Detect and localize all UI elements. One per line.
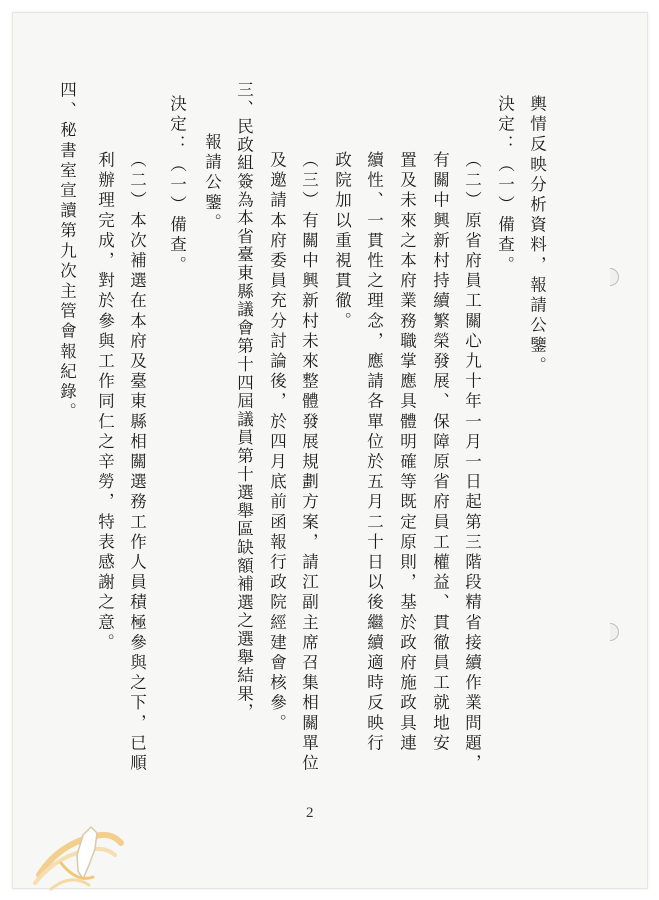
text-column-15: 四、秘書室宣讀第九次主管會報紀錄。 [57, 81, 77, 423]
text-column-2: 決定：（一）備查。 [495, 95, 515, 276]
text-column-8: （三）有關中興新村未來整體發展規劃方案，請江副主席召集相關單位 [299, 151, 319, 775]
text-column-12: 決定：（一）備查。 [167, 95, 187, 276]
taiwan-map-logo-icon [31, 813, 131, 893]
text-column-11: 報請公鑒。 [202, 133, 222, 234]
document-page [12, 12, 648, 889]
text-column-7: 政院加以重視貫徹。 [332, 151, 352, 332]
page-number: 2 [306, 805, 314, 821]
binder-hole-top [610, 268, 619, 286]
text-column-4: 有關中興新村持續繁榮發展、保障原省府員工權益、貫徹員工就地安 [430, 151, 450, 754]
text-column-13: （二）本次補選在本府及臺東縣相關選務工作人員積極參與之下，已順 [127, 151, 147, 775]
text-column-14: 利辦理完成，對於參與工作同仁之辛勞，特表感謝之意。 [95, 151, 115, 654]
text-column-9: 及邀請本府委員充分討論後，於四月底前函報行政院經建會核參。 [267, 151, 287, 734]
text-column-1: 輿情反映分析資料，報請公鑒。 [527, 95, 547, 377]
text-column-6: 續性、一貫性之理念，應請各單位於五月二十日以後繼續適時反映行 [364, 151, 384, 754]
binder-hole-bottom [610, 623, 619, 641]
text-column-5: 置及未來之本府業務職掌應具體明確等既定原則，基於政府施政具連 [397, 151, 417, 754]
text-column-3: （二）原省府員工關心九十年一月一日起第三階段精省接續作業問題， [462, 151, 482, 775]
text-column-10: 三、民政組簽為本省臺東縣議會第十四屆議員第十選舉區缺額補選之選舉結果， [234, 81, 254, 722]
